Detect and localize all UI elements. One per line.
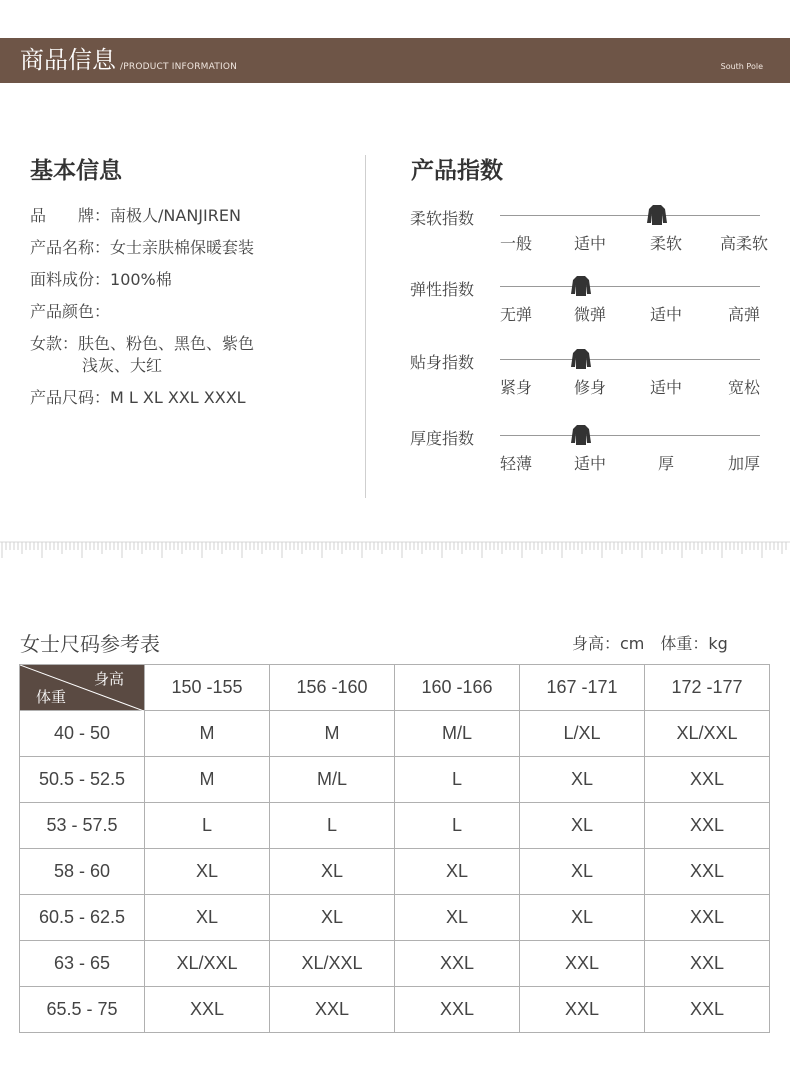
sweater-marker-icon [570,348,592,370]
size-cell: M/L [395,711,520,757]
info-label: 产品名称： [30,238,111,257]
info-value: 100%棉 [110,270,172,289]
size-cell: XL [520,757,645,803]
size-cell: XXL [520,987,645,1033]
index-label: 柔软指数 [410,209,475,228]
basic-info-list [30,205,350,419]
index-option: 厚 [657,454,675,473]
size-cell: XL [270,895,395,941]
size-cell: XXL [270,987,395,1033]
weight-cell: 63 - 65 [20,941,145,987]
weight-cell: 65.5 - 75 [20,987,145,1033]
table-row [20,711,770,757]
height-header-cell: 172 -177 [645,665,770,711]
size-chart-title: 女士尺码参考表 [20,632,160,656]
size-cell: XL [270,849,395,895]
size-cell: XL/XXL [645,711,770,757]
index-option: 适中 [649,305,683,324]
info-row [30,333,350,377]
size-cell: XXL [645,895,770,941]
size-cell: XXL [645,987,770,1033]
product-index-heading: 产品指数 [411,158,503,184]
size-cell: L [270,803,395,849]
index-label: 厚度指数 [410,429,475,448]
size-cell: M [270,711,395,757]
index-scale-line [500,359,760,360]
size-chart-units [572,631,744,654]
index-scale-line [500,215,760,216]
info-value: 肤色、粉色、黑色、紫色 [78,334,255,353]
size-cell: XL [520,895,645,941]
info-label: 女款： [30,334,79,353]
size-cell: XXL [395,941,520,987]
table-row [20,803,770,849]
index-option: 适中 [573,234,607,253]
size-cell: L [145,803,270,849]
unit-weight: 体重：kg [660,634,728,653]
info-row [30,205,350,227]
index-option: 无弹 [499,305,533,324]
size-cell: XL [395,849,520,895]
height-header-cell: 156 -160 [270,665,395,711]
info-row [30,237,350,259]
size-cell: XL [520,803,645,849]
index-options [498,451,762,473]
size-cell: XXL [645,941,770,987]
index-option: 柔软 [649,234,683,253]
index-option: 加厚 [727,454,761,473]
index-options [498,302,762,324]
corner-weight-label: 体重 [36,689,67,706]
weight-cell: 50.5 - 52.5 [20,757,145,803]
size-cell: L [395,803,520,849]
weight-cell: 60.5 - 62.5 [20,895,145,941]
size-cell: L/XL [520,711,645,757]
table-row [20,757,770,803]
height-header-cell: 167 -171 [520,665,645,711]
size-cell: XXL [145,987,270,1033]
size-cell: XL/XXL [145,941,270,987]
ruler-divider [0,540,790,560]
height-header-cell: 150 -155 [145,665,270,711]
info-value-cont: 浅灰、大红 [82,356,163,375]
index-option: 高弹 [727,305,761,324]
index-option: 修身 [573,378,607,397]
info-label: 品 牌： [30,206,111,225]
index-label: 弹性指数 [410,280,475,299]
size-cell: XL/XXL [270,941,395,987]
size-cell: XL [145,895,270,941]
info-row [30,387,350,409]
info-row [30,301,350,323]
index-scale-line [500,286,760,287]
index-row [410,277,770,337]
table-header-row [20,665,770,711]
size-chart-table [19,664,770,1033]
size-cell: XL [520,849,645,895]
size-cell: XXL [395,987,520,1033]
info-value: M L XL XXL XXXL [110,388,246,407]
banner-brand: South Pole [720,62,763,71]
section-divider [365,155,366,498]
index-options [498,231,769,253]
size-cell: XL [145,849,270,895]
banner-subtitle: /PRODUCT INFORMATION [120,62,238,72]
unit-height: 身高：cm [572,634,645,653]
size-cell: XXL [645,803,770,849]
index-option: 紧身 [499,378,533,397]
info-row [30,269,350,291]
index-option: 宽松 [727,378,761,397]
index-option: 适中 [573,454,607,473]
index-option: 适中 [649,378,683,397]
index-row [410,426,770,486]
table-corner-cell [20,665,145,711]
size-cell: M/L [270,757,395,803]
sweater-marker-icon [570,275,592,297]
index-option: 轻薄 [499,454,533,473]
table-row [20,849,770,895]
info-label: 产品颜色： [30,302,111,321]
info-value: 女士亲肤棉保暖套装 [110,238,255,257]
size-cell: M [145,757,270,803]
sweater-marker-icon [570,424,592,446]
info-label: 产品尺码： [30,388,111,407]
table-row [20,895,770,941]
size-cell: XXL [520,941,645,987]
header-banner [0,38,790,83]
size-cell: XXL [645,849,770,895]
banner-title: 商品信息 [20,46,116,74]
index-row [410,350,770,410]
index-options [498,375,762,397]
index-option: 一般 [499,234,533,253]
size-cell: L [395,757,520,803]
index-option: 高柔软 [719,234,769,253]
corner-height-label: 身高 [93,671,124,688]
table-row [20,987,770,1033]
size-cell: M [145,711,270,757]
index-row [410,206,770,266]
index-option: 微弹 [573,305,607,324]
info-label: 面料成份： [30,270,111,289]
size-cell: XL [395,895,520,941]
info-value: 南极人/NANJIREN [110,206,241,225]
weight-cell: 53 - 57.5 [20,803,145,849]
weight-cell: 40 - 50 [20,711,145,757]
basic-info-heading: 基本信息 [30,158,122,184]
height-header-cell: 160 -166 [395,665,520,711]
index-label: 贴身指数 [410,353,475,372]
weight-cell: 58 - 60 [20,849,145,895]
table-row [20,941,770,987]
index-scale-line [500,435,760,436]
sweater-marker-icon [646,204,668,226]
size-cell: XXL [645,757,770,803]
